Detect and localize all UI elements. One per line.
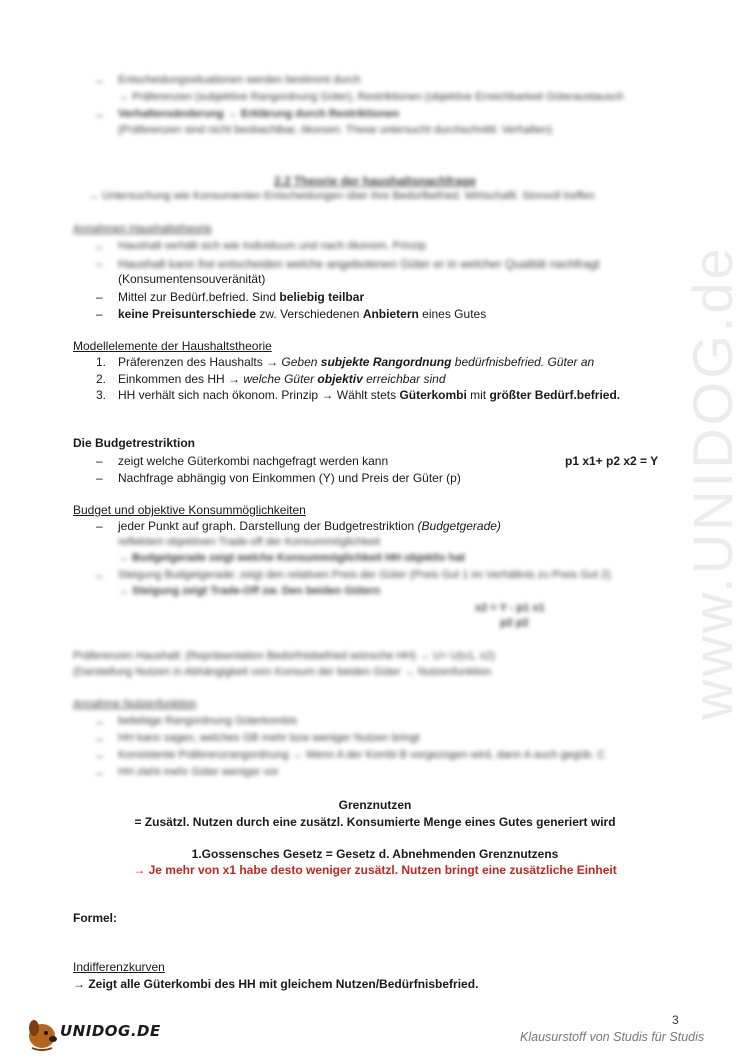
model-item-3: HH verhält sich nach ökonom. Prinzip → Wählt stets Güterkombi mit größter Bedürf.befried.	[118, 388, 621, 402]
text-line: (Konsumentensouveränität)	[118, 272, 266, 286]
text-line: Mittel zur Bedürf.befried. Sind beliebig teilbar	[118, 290, 365, 304]
blur-line: → Untersuchung wie Konsumenten Entscheidungen über ihre Bedürfbefried. Wirtschaftl. Sinnvoll treffen	[88, 190, 595, 202]
bullet-dash: –	[96, 471, 103, 485]
bullet-dash: –	[96, 240, 103, 254]
model-item-1: Präferenzen des Haushalts → Geben subjekte Rangordnung bedürfnisbefried. Güter an	[118, 355, 595, 369]
blur-line: Haushalt kann frei entscheiden welche angebotenen Güter er in welcher Qualität nachfragt	[118, 257, 600, 271]
bullet-dash: –	[96, 519, 103, 533]
list-number: 3.	[95, 388, 106, 402]
bullet-dash: –	[96, 569, 103, 583]
blur-line: → Steigung zeigt Trade-Off zw. Den beiden Gütern	[118, 585, 381, 597]
bullet-dash: –	[96, 307, 103, 321]
blur-line: Entscheidungssituationen werden bestimmt durch	[118, 74, 361, 86]
blur-line: HH kann sagen, welches GB mehr bzw weniger Nutzen bringt	[118, 732, 420, 744]
list-number: 1.	[95, 355, 106, 369]
budget-formula: p1 x1+ p2 x2 = Y	[565, 454, 659, 468]
bullet-dash: –	[96, 74, 103, 88]
formel-label: Formel:	[73, 911, 118, 925]
blur-formula: x2 = Y - p1 x1	[475, 602, 545, 614]
gossen-explanation: → Je mehr von x1 habe desto weniger zusätzl. Nutzen bringt eine zusätzliche Einheit	[133, 863, 617, 877]
blur-line: HH zieht mehr Güter weniger vor	[118, 766, 279, 778]
model-item-2: Einkommen des HH → welche Güter objektiv erreichbar sind	[118, 372, 446, 386]
bullet-dash: –	[96, 290, 103, 304]
budget-title: Die Budgetrestriktion	[73, 436, 196, 450]
model-title: Modellelemente der Haushaltstheorie	[73, 339, 272, 353]
bullet-dash: –	[96, 766, 103, 780]
indiff-title: Indifferenzkurven	[73, 960, 165, 974]
gossen-law: 1.Gossensches Gesetz = Gesetz d. Abnehmenden Grenznutzens	[191, 847, 559, 861]
budget-line-2: Nachfrage abhängig von Einkommen (Y) und Preis der Güter (p)	[118, 471, 461, 485]
blur-line: beliebige Rangordnung Güterkombis	[118, 715, 298, 727]
page-number: 3	[672, 1013, 679, 1027]
bullet-dash: –	[96, 257, 103, 271]
blur-line: → Präferenzen (subjektive Rangordnung Güter), Restriktionen (objektive Erreichbarkeit Güteraustausch	[118, 91, 624, 103]
blur-line: Annahme Nutzenfunktion	[73, 698, 197, 710]
bullet-dash: –	[96, 749, 103, 763]
blur-line: → Budgetgerade zeigt welche Konsummöglichkeit HH objektiv hat	[118, 552, 466, 564]
blur-line: reflektiert objektiven Trade-off der Konsummöglichkeit	[118, 536, 381, 548]
grenz-title: Grenznutzen	[338, 798, 412, 812]
blur-line: Annahmen Haushaltstheorie	[73, 223, 212, 235]
blur-formula: p2 p2	[500, 617, 529, 629]
text-line: keine Preisunterschiede zw. Verschiedenen Anbietern eines Gutes	[118, 307, 487, 321]
blur-line: Präferenzen Haushalt: (Repräsentation Bedürfnisbefried wünsche HH) → U= U(x1, x2)	[73, 650, 496, 662]
list-number: 2.	[95, 372, 106, 386]
bullet-dash: –	[96, 732, 103, 746]
bullet-dash: –	[96, 454, 103, 468]
blur-line: Verhaltensänderung → Erklärung durch Restriktionen	[118, 108, 400, 120]
konsum-title: Budget und objektive Konsummöglichkeiten	[73, 503, 306, 517]
bullet-dash: –	[96, 715, 103, 729]
watermark-text: www.UNIDOG.de	[681, 245, 744, 720]
footer-tagline: Klausurstoff von Studis für Studis	[520, 1030, 705, 1044]
budget-line-1: zeigt welche Güterkombi nachgefragt werden kann	[118, 454, 389, 468]
blur-line: Konsistente Präferenzrangordnung → Wenn A der Kombi B vorgezogen wird, dann A auch gegüb. C	[118, 749, 606, 761]
logo-text: UNIDOG.DE	[60, 1022, 161, 1040]
blur-line: Haushalt verhält sich wie Individuum und nach ökonom. Prinzip	[118, 240, 427, 252]
konsum-line-1: jeder Punkt auf graph. Darstellung der Budgetrestriktion (Budgetgerade)	[118, 519, 501, 533]
blur-line: (Präferenzen sind nicht beobachtbar, ökonom. These untersucht durchschnittl. Verhalten)	[118, 124, 552, 136]
section-heading: 2.2 Theorie der haushaltsnachfrage	[273, 174, 477, 188]
bullet-dash: –	[96, 108, 103, 122]
indiff-line: → Zeigt alle Güterkombi des HH mit gleichem Nutzen/Bedürfnisbefried.	[73, 977, 479, 991]
blur-line: Steigung Budgetgerade: zeigt den relativen Preis der Güter (Preis Gut 1 im Verhältnis zu Preis Gut 2)	[118, 569, 611, 581]
blur-line: (Darstellung Nutzen in Abhängigkeit vom Konsum der beiden Güter → Nutzenfunktion	[73, 666, 492, 678]
grenz-definition: = Zusätzl. Nutzen durch eine zusätzl. Konsumierte Menge eines Gutes generiert wird	[134, 815, 616, 829]
